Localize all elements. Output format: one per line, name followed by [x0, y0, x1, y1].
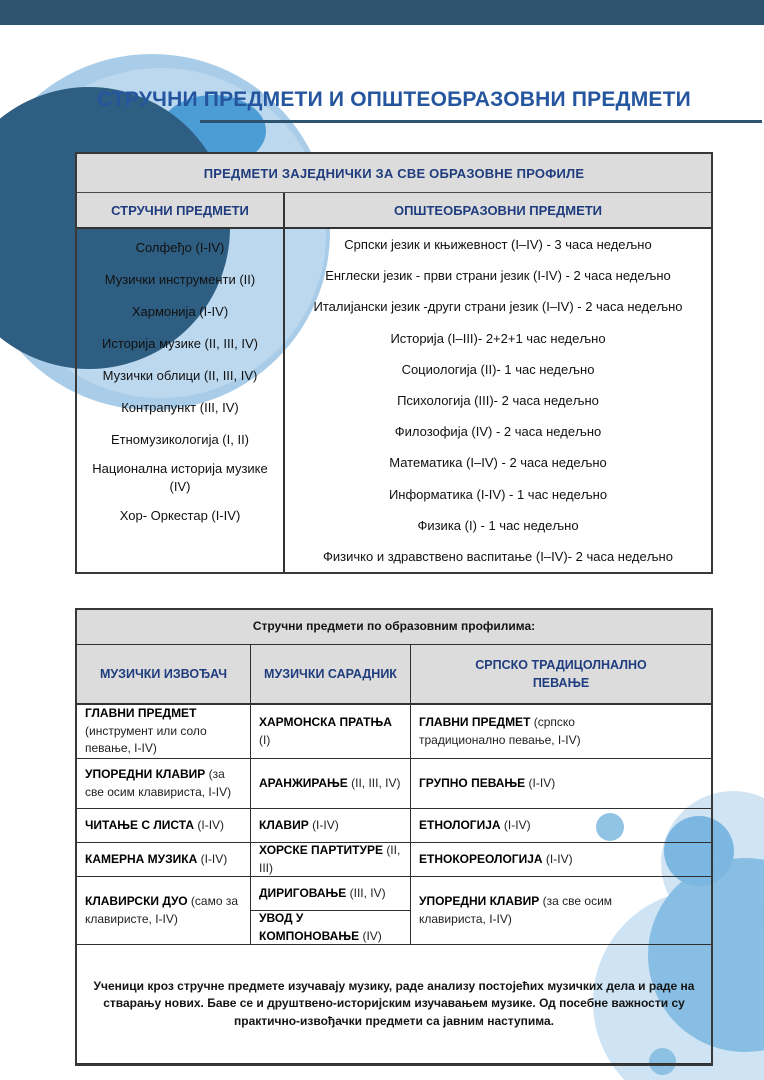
subject-name: КАМЕРНА МУЗИКА — [85, 851, 198, 866]
list-item: Српски језик и књижевност (I–IV) - 3 часа недељно — [344, 237, 652, 253]
table-row-cell — [77, 843, 251, 877]
subject-detail: (I-IV) — [545, 851, 573, 866]
table-row-cell — [251, 759, 411, 809]
subject-name: АРАНЖИРАЊЕ — [259, 775, 348, 790]
subject-detail: (I) — [259, 732, 271, 747]
table1-opste-list — [285, 229, 711, 572]
table2-col3-header-label: СРПСКО ТРАДИЦОЛНАЛНО ПЕВАЊЕ — [475, 657, 647, 690]
table-row-cell — [251, 877, 411, 911]
page-title: СТРУЧНИ ПРЕДМЕТИ И ОПШТЕОБРАЗОВНИ ПРЕДМЕТИ — [97, 88, 691, 111]
subject-detail: (IV) — [362, 928, 382, 943]
subject-name: ЕТНОЛОГИЈА — [419, 817, 501, 832]
table2-col1-header — [77, 645, 251, 705]
table1-column-headers — [77, 193, 711, 229]
subject-detail: (српско традиционално певање, I-IV) — [419, 715, 581, 747]
list-item: Хармонија (I-IV) — [131, 304, 229, 320]
subject-name: ГЛАВНИ ПРЕДМЕТ — [419, 715, 531, 730]
list-item: Психологија (III)- 2 часа недељно — [397, 393, 599, 409]
table-row-cell — [77, 877, 251, 945]
subject-detail: (инструмент или соло певање, I-IV) — [85, 723, 207, 756]
table-row-cell — [251, 843, 411, 877]
table-row-cell — [251, 809, 411, 843]
subject-detail: (за све осим клавириста, I-IV) — [419, 894, 613, 926]
table-row-cell — [411, 809, 711, 843]
subject-name: КЛАВИРСКИ ДУО — [85, 894, 188, 909]
list-item: Италијански језик -други страни језик (I–IV) - 2 часа недељно — [313, 299, 683, 315]
table-row-cell — [77, 809, 251, 843]
table-common-subjects — [75, 152, 713, 574]
subject-detail: (I-IV) — [200, 851, 228, 866]
list-item: Енглески језик - први страни језик (I-IV) - 2 часа недељно — [325, 268, 671, 284]
subject-detail: (I-IV) — [197, 817, 225, 832]
table1-col1-header: СТРУЧНИ ПРЕДМЕТИ — [77, 193, 285, 227]
subject-name: КЛАВИР — [259, 817, 309, 832]
table2-title: Стручни предмети по образовним профилима: — [77, 610, 711, 645]
subject-name: ГЛАВНИ ПРЕДМЕТ — [85, 706, 197, 721]
table1-strucni-list — [77, 229, 285, 572]
list-item: Математика (I–IV) - 2 часа недељно — [389, 455, 607, 471]
table2-col1-header-label: МУЗИЧКИ ИЗВОЂАЧ — [99, 666, 228, 681]
subject-detail: (III, IV) — [349, 885, 386, 900]
list-item: Хор- Оркестар (I-IV) — [119, 508, 241, 524]
top-navy-bar — [0, 0, 764, 25]
subject-name: УПОРЕДНИ КЛАВИР — [419, 894, 540, 909]
list-item: Музички инструменти (II) — [104, 272, 256, 288]
table-row-cell — [77, 759, 251, 809]
list-item: Музички облици (II, III, IV) — [102, 368, 258, 384]
subject-detail: (само за клавиристе, I-IV) — [85, 894, 239, 926]
table-row-cell — [411, 705, 711, 759]
list-item: Контрапункт (III, IV) — [121, 400, 239, 416]
subject-detail: (I-IV) — [312, 817, 339, 832]
subject-name: УПОРЕДНИ КЛАВИР — [85, 767, 206, 782]
list-item: Информатика (I-IV) - 1 час недељно — [388, 486, 608, 502]
table2-col2-header — [251, 645, 411, 705]
list-item: Историја (I–III)- 2+2+1 час недељно — [390, 330, 606, 346]
list-item: Национална историја музике (IV) — [92, 461, 268, 494]
list-item: Физичко и здравствено васпитање (I–IV)- 2 часа недељно — [323, 548, 673, 564]
subject-detail: (за све осим клавириста, I-IV) — [85, 767, 232, 799]
subject-detail: (II, III) — [259, 843, 401, 875]
table2-col3-header — [411, 645, 711, 705]
subject-name: ЕТНОКОРЕОЛОГИЈА — [419, 851, 543, 866]
list-item: Физика (I) - 1 час недељно — [417, 517, 579, 533]
footer-note: Ученици кроз стручне предмете изучавају музику, раде анализу постојећих музичких дела и раде на стварању нових. Баве се и друштвено-историјским изучавањем музике. Од посебне важности су практично-извођачки предмети са јавним наступима. — [77, 945, 711, 1064]
subject-name: ЧИТАЊЕ С ЛИСТА — [85, 817, 195, 832]
table1-title: ПРЕДМЕТИ ЗАЈЕДНИЧКИ ЗА СВЕ ОБРАЗОВНЕ ПРОФИЛЕ — [77, 154, 711, 193]
table-profiles — [75, 608, 713, 1066]
subject-name: ХАРМОНСКА ПРАТЊА — [259, 715, 392, 730]
table1-col2-header: ОПШТЕОБРАЗОВНИ ПРЕДМЕТИ — [393, 202, 603, 218]
table-row-cell — [251, 705, 411, 759]
title-underline — [200, 120, 762, 123]
table-row-cell — [411, 877, 711, 945]
subject-detail: (II, III, IV) — [351, 775, 401, 790]
list-item: Етномузикологија (I, II) — [110, 432, 250, 448]
table-row-cell — [251, 911, 411, 945]
list-item: Филозофија (IV) - 2 часа недељно — [394, 424, 602, 440]
subject-detail: (I-IV) — [528, 775, 556, 790]
subject-name: ХОРСКЕ ПАРТИТУРЕ — [259, 843, 383, 858]
table2-col2-header-label: МУЗИЧКИ САРАДНИК — [264, 666, 397, 681]
list-item: Историја музике (II, III, IV) — [101, 336, 259, 352]
list-item: Социологија (II)- 1 час недељно — [401, 361, 595, 377]
subject-name: УВОД У КОМПОНОВАЊЕ — [259, 911, 360, 943]
list-item: Солфеђо (I-IV) — [135, 240, 225, 256]
subject-name: ДИРИГОВАЊЕ — [259, 885, 347, 900]
subject-detail: (I-IV) — [503, 817, 531, 832]
subject-name: ГРУПНО ПЕВАЊЕ — [419, 775, 526, 790]
table1-body — [77, 229, 711, 572]
table-row-cell — [411, 759, 711, 809]
table-row-cell — [411, 843, 711, 877]
table-row-cell — [77, 705, 251, 759]
